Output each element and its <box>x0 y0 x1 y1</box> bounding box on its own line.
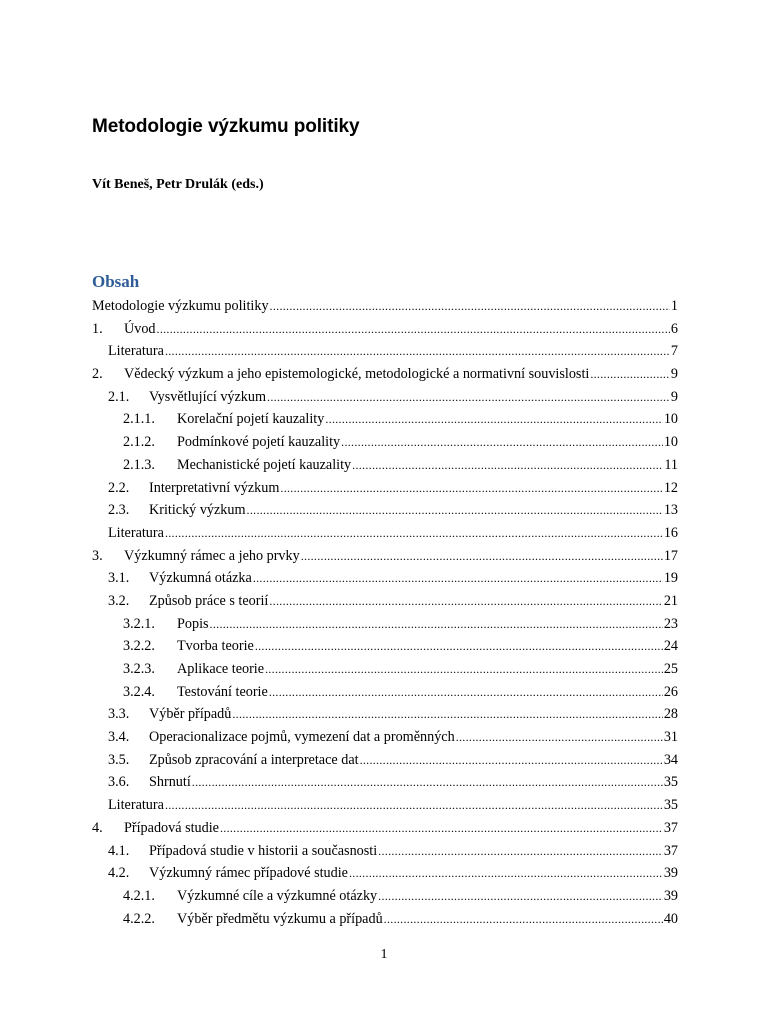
toc-entry[interactable] <box>92 295 678 318</box>
toc-entry-page: 31 <box>663 729 678 746</box>
toc-entry-number: 3.1. <box>108 570 130 587</box>
toc-dot-leader <box>349 862 663 885</box>
toc-entry-number: 1. <box>92 320 103 337</box>
toc-dot-leader <box>384 908 663 931</box>
toc-entry-number: 2.1.1. <box>123 411 155 428</box>
toc-dot-leader <box>165 522 663 545</box>
toc-dot-leader <box>378 840 663 863</box>
document-authors: Vít Beneš, Petr Drulák (eds.) <box>92 177 264 192</box>
toc-entry-page: 6 <box>670 320 678 337</box>
toc-entry-title: Literatura <box>108 343 164 360</box>
toc-entry[interactable] <box>92 545 678 568</box>
toc-dot-leader <box>247 499 663 522</box>
toc-entry-title: Tvorba teorie <box>177 638 254 655</box>
toc-entry-number: 3.6. <box>108 774 130 791</box>
toc-entry-title: Kritický výzkum <box>149 502 246 519</box>
toc-entry-page: 24 <box>663 638 678 655</box>
toc-dot-leader <box>325 408 662 431</box>
toc-entry[interactable] <box>92 885 678 908</box>
toc-entry[interactable] <box>92 908 678 931</box>
toc-entry-page: 10 <box>663 411 678 428</box>
toc-entry-title: Operacionalizace pojmů, vymezení dat a proměnných <box>149 729 455 746</box>
toc-dot-leader <box>590 363 670 386</box>
toc-entry-number: 3.2.4. <box>123 683 155 700</box>
toc-entry[interactable] <box>92 635 678 658</box>
toc-entry-page: 7 <box>670 343 678 360</box>
toc-entry-title: Aplikace teorie <box>177 661 265 677</box>
toc-entry[interactable] <box>92 817 678 840</box>
toc-entry-page: 17 <box>663 547 678 564</box>
toc-entry[interactable] <box>92 749 678 772</box>
toc-heading: Obsah <box>92 272 140 291</box>
toc-entry-page: 35 <box>663 797 678 814</box>
toc-entry-title: Způsob práce s teorií <box>149 592 269 609</box>
toc-entry[interactable] <box>92 771 678 794</box>
toc-entry[interactable] <box>92 386 678 409</box>
toc-entry-title: Podmínkové pojetí kauzality <box>177 434 341 451</box>
toc-entry-page: 13 <box>663 502 678 519</box>
toc-entry[interactable] <box>92 567 678 590</box>
toc-entry-page: 21 <box>663 592 678 609</box>
toc-entry-number: 2. <box>92 366 103 383</box>
toc-entry-title: Úvod <box>124 320 156 337</box>
toc-entry-title: Testování teorie <box>177 683 268 700</box>
toc-entry-number: 3. <box>92 547 103 564</box>
toc-dot-leader <box>341 431 663 454</box>
toc-dot-leader <box>232 703 662 726</box>
toc-entry-page: 39 <box>663 887 678 904</box>
toc-entry[interactable] <box>92 613 678 636</box>
toc-entry-title: Literatura <box>108 524 164 541</box>
document-title: Metodologie výzkumu politiky <box>92 116 360 137</box>
toc-dot-leader <box>265 658 663 681</box>
toc-dot-leader <box>270 295 670 318</box>
toc-entry[interactable] <box>92 590 678 613</box>
toc-dot-leader <box>360 749 663 772</box>
table-of-contents <box>92 295 678 930</box>
toc-dot-leader <box>157 318 670 341</box>
toc-entry-page: 40 <box>663 910 678 927</box>
toc-entry[interactable] <box>92 840 678 863</box>
toc-entry-number: 3.2. <box>108 592 130 609</box>
toc-entry-number: 4.2. <box>108 865 130 882</box>
toc-entry-number: 3.2.3. <box>123 661 155 677</box>
toc-entry-title: Výběr případů <box>149 706 232 723</box>
toc-entry[interactable] <box>92 658 678 681</box>
toc-entry-page: 37 <box>663 842 678 859</box>
toc-entry-title: Literatura <box>108 797 164 814</box>
toc-entry-page: 12 <box>663 479 678 496</box>
toc-entry-title: Výzkumný rámec případové studie <box>149 865 348 882</box>
toc-entry-number: 3.5. <box>108 751 130 768</box>
toc-entry-number: 2.3. <box>108 502 130 519</box>
toc-entry-title: Metodologie výzkumu politiky <box>92 298 269 314</box>
toc-entry-title: Výzkumný rámec a jeho prvky <box>124 547 300 564</box>
toc-dot-leader <box>165 794 663 817</box>
toc-entry-number: 4.2.2. <box>123 910 155 927</box>
toc-entry-number: 2.1.3. <box>123 456 155 473</box>
toc-entry-title: Interpretativní výzkum <box>149 479 280 496</box>
toc-entry-page: 19 <box>663 570 678 587</box>
toc-entry-page: 28 <box>663 706 678 723</box>
toc-entry-number: 3.3. <box>108 706 130 723</box>
toc-dot-leader <box>165 340 670 363</box>
toc-entry-page: 11 <box>664 456 678 473</box>
toc-entry-title: Výběr předmětu výzkumu a případů <box>177 910 383 927</box>
toc-entry[interactable] <box>92 522 678 545</box>
toc-entry-page: 26 <box>663 683 678 700</box>
toc-entry[interactable] <box>92 454 678 477</box>
toc-entry-title: Případová studie v historii a současnosti <box>149 842 378 859</box>
toc-entry[interactable] <box>92 862 678 885</box>
toc-dot-leader <box>253 567 663 590</box>
toc-entry-number: 2.1.2. <box>123 434 155 451</box>
toc-entry[interactable] <box>92 726 678 749</box>
toc-entry-page: 25 <box>663 661 678 677</box>
toc-entry-number: 3.4. <box>108 729 130 746</box>
toc-entry[interactable] <box>92 431 678 454</box>
toc-entry-page: 23 <box>663 615 678 632</box>
toc-entry-page: 16 <box>663 524 678 541</box>
toc-entry[interactable] <box>92 794 678 817</box>
toc-dot-leader <box>301 545 663 568</box>
toc-entry-page: 37 <box>663 819 678 836</box>
toc-entry-number: 4.1. <box>108 842 130 859</box>
toc-entry-title: Vysvětlující výzkum <box>149 388 267 405</box>
toc-dot-leader <box>255 635 663 658</box>
toc-entry-title: Popis <box>177 615 209 632</box>
toc-entry-page: 10 <box>663 434 678 451</box>
toc-dot-leader <box>378 885 663 908</box>
toc-entry-number: 2.1. <box>108 388 130 405</box>
toc-dot-leader <box>192 771 663 794</box>
toc-entry-title: Případová studie <box>124 819 219 836</box>
toc-dot-leader <box>269 681 663 704</box>
toc-entry[interactable] <box>92 363 678 386</box>
toc-entry-page: 39 <box>663 865 678 882</box>
toc-dot-leader <box>210 613 663 636</box>
toc-entry-title: Korelační pojetí kauzality <box>177 411 325 428</box>
toc-entry-title: Mechanistické pojetí kauzality <box>177 456 352 473</box>
toc-entry[interactable] <box>92 703 678 726</box>
toc-entry[interactable] <box>92 477 678 500</box>
toc-dot-leader <box>280 477 662 500</box>
toc-entry-number: 4.2.1. <box>123 887 155 904</box>
toc-dot-leader <box>220 817 663 840</box>
toc-entry-number: 4. <box>92 819 103 836</box>
page-number: 1 <box>380 947 388 962</box>
toc-entry-page: 35 <box>663 774 678 791</box>
toc-entry-page: 9 <box>670 366 678 383</box>
toc-entry[interactable] <box>92 681 678 704</box>
toc-dot-leader <box>269 590 662 613</box>
toc-dot-leader <box>267 386 670 409</box>
toc-entry[interactable] <box>92 318 678 341</box>
toc-entry-page: 1 <box>670 298 678 314</box>
toc-entry-number: 3.2.2. <box>123 638 155 655</box>
toc-entry[interactable] <box>92 408 678 431</box>
toc-dot-leader <box>456 726 663 749</box>
toc-entry-page: 9 <box>670 388 678 405</box>
toc-entry-title: Způsob zpracování a interpretace dat <box>149 751 359 768</box>
toc-entry-number: 2.2. <box>108 479 130 496</box>
toc-entry-title: Shrnutí <box>149 774 191 791</box>
toc-entry-page: 34 <box>663 751 678 768</box>
toc-entry-title: Výzkumné cíle a výzkumné otázky <box>177 887 378 904</box>
toc-entry[interactable] <box>92 499 678 522</box>
toc-entry[interactable] <box>92 340 678 363</box>
toc-entry-number: 3.2.1. <box>123 615 155 632</box>
toc-dot-leader <box>352 454 663 477</box>
toc-entry-title: Vědecký výzkum a jeho epistemologické, metodologické a normativní souvislosti <box>124 366 590 383</box>
toc-entry-title: Výzkumná otázka <box>149 570 252 587</box>
